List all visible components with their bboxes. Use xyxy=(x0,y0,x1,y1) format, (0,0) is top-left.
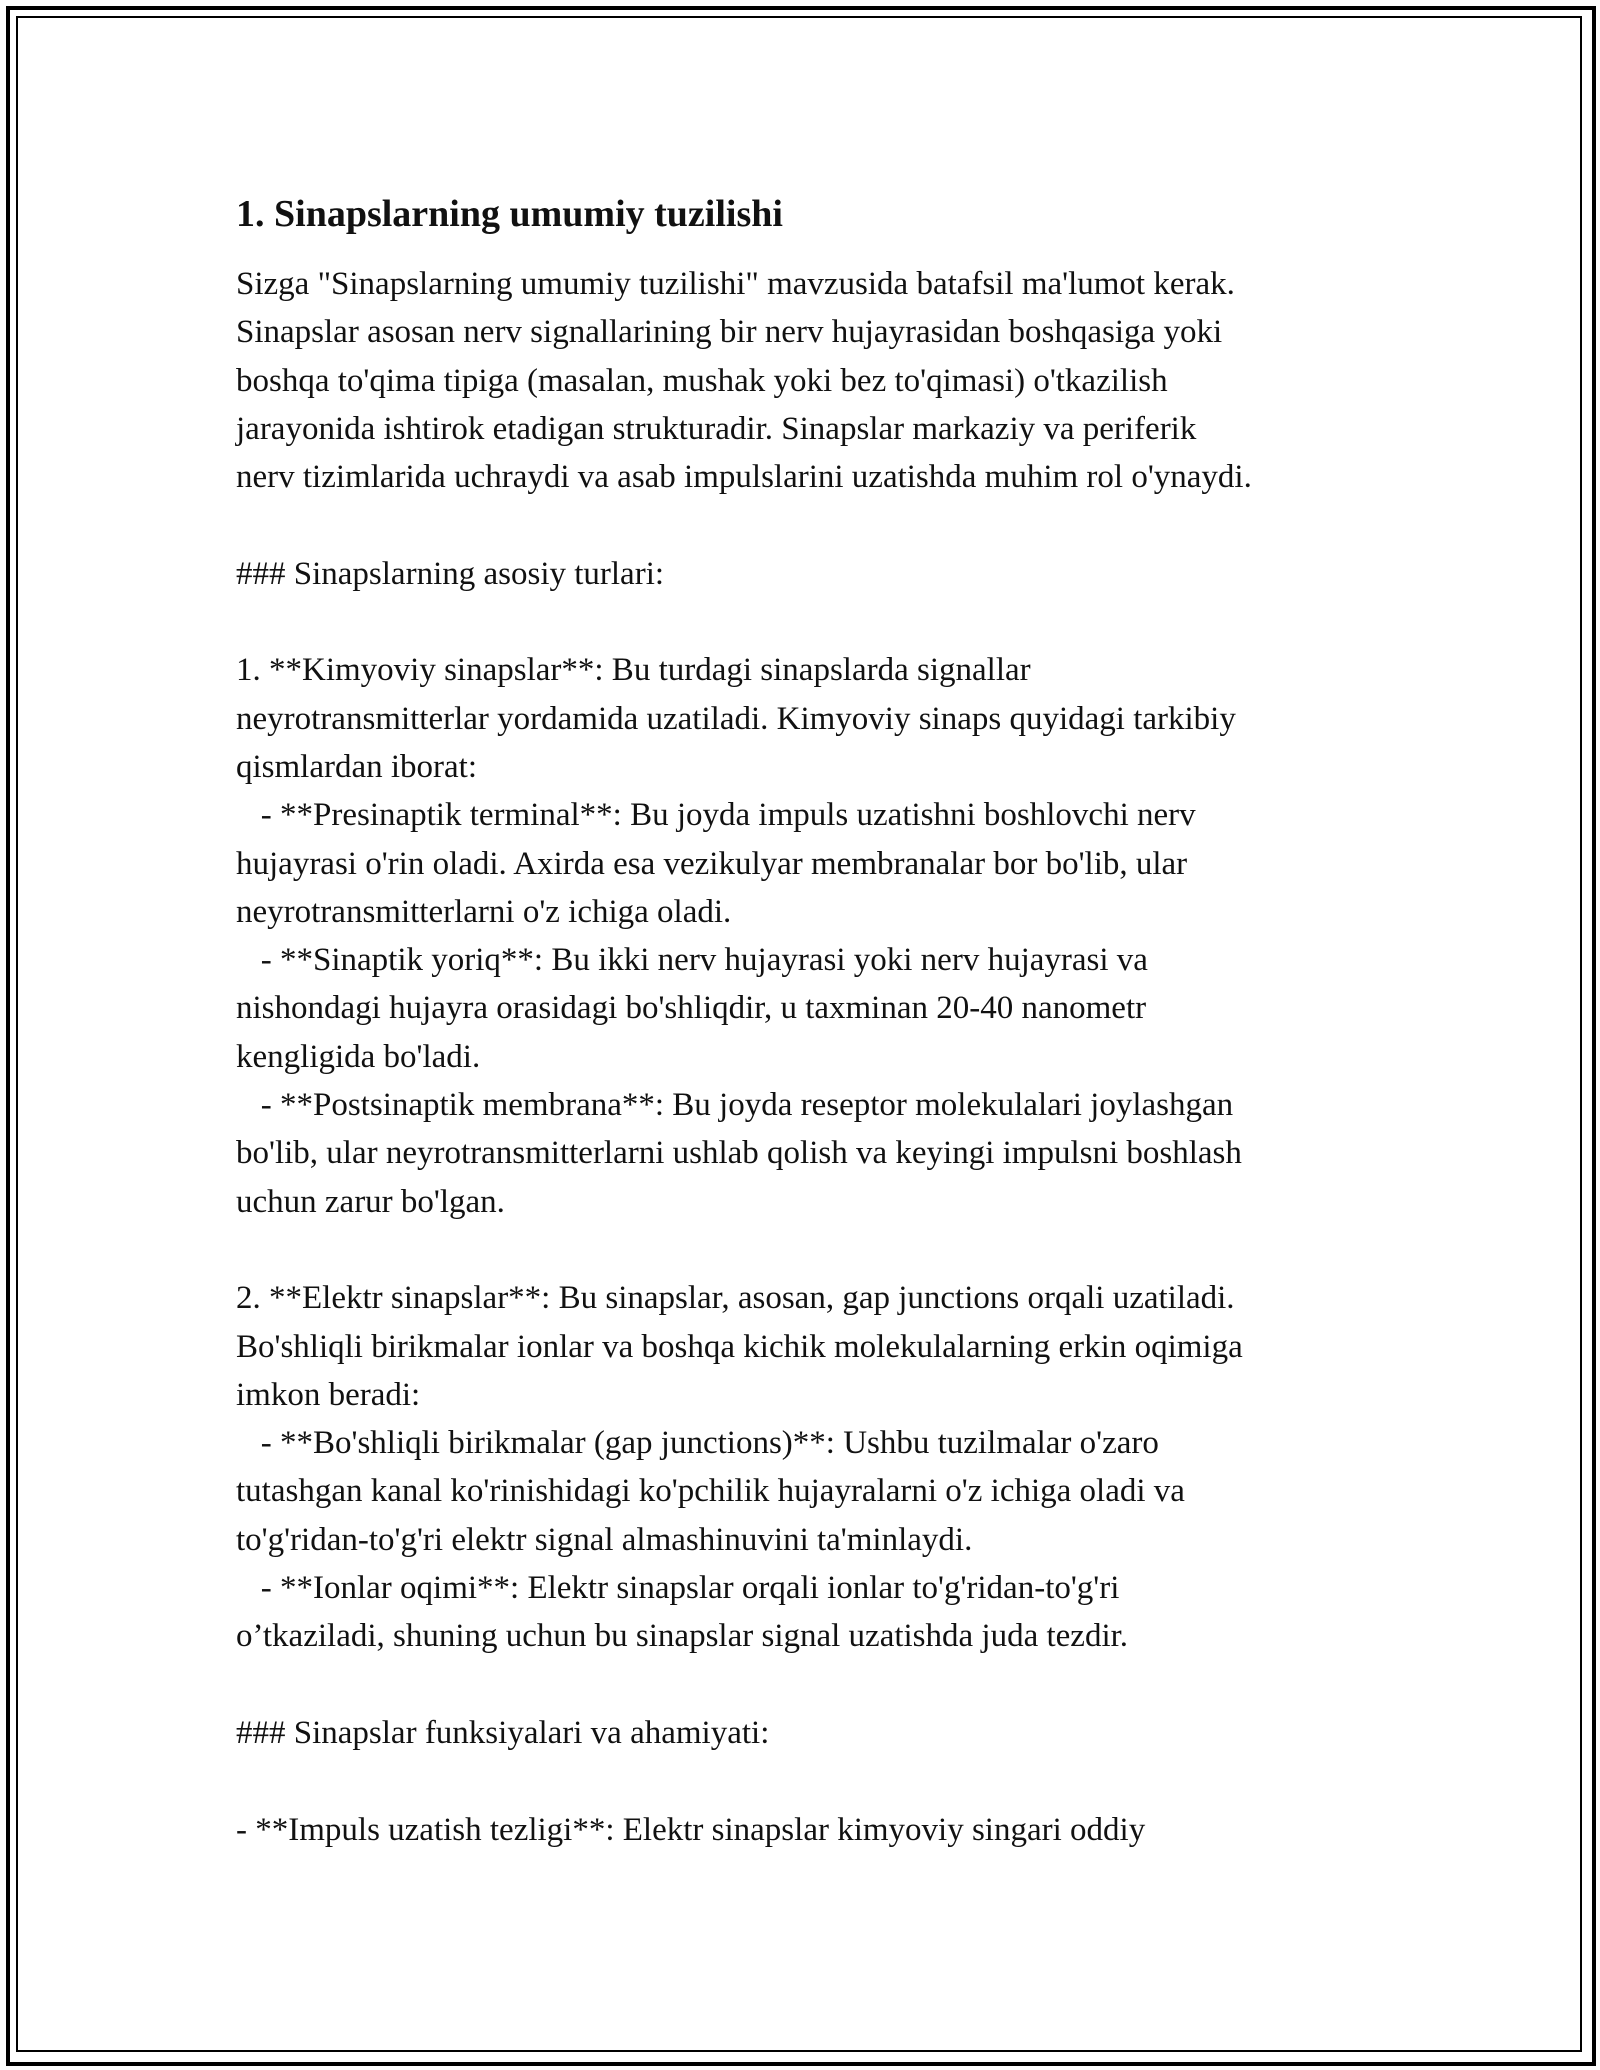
blank-line xyxy=(236,501,1406,549)
document-body xyxy=(236,188,1406,1854)
text-line: kengligida bo'ladi. xyxy=(236,1038,481,1075)
text-line: boshqa to'qima tipiga (masalan, mushak yoki bez to'qimasi) o'tkazilish xyxy=(236,362,1168,399)
text-line: ### Sinapslar funksiyalari va ahamiyati: xyxy=(236,1714,770,1751)
blank-line xyxy=(236,1226,1406,1274)
blank-line xyxy=(236,1661,1406,1709)
text-line: Sinapslar asosan nerv signallarining bir nerv hujayrasidan boshqasiga yoki xyxy=(236,314,1223,351)
text-line: o’tkaziladi, shuning uchun bu sinapslar signal uzatishda juda tezdir. xyxy=(236,1618,1129,1655)
text-line: hujayrasi o'rin oladi. Axirda esa vezikulyar membranalar bor bo'lib, ular xyxy=(236,845,1188,882)
text-line: jarayonida ishtirok etadigan strukturadir. Sinapslar markaziy va periferik xyxy=(236,410,1197,447)
text-block xyxy=(236,260,1406,1854)
text-line: - **Sinaptik yoriq**: Bu ikki nerv hujayrasi yoki nerv hujayrasi va xyxy=(236,942,1148,979)
text-line: neyrotransmitterlarni o'z ichiga oladi. xyxy=(236,893,732,930)
text-line: to'g'ridan-to'g'ri elektr signal almashinuvini ta'minlaydi. xyxy=(236,1521,973,1558)
text-line: imkon beradi: xyxy=(236,1376,421,1413)
text-line: uchun zarur bo'lgan. xyxy=(236,1183,505,1220)
text-line: nerv tizimlarida uchraydi va asab impulslarini uzatishda muhim rol o'ynaydi. xyxy=(236,459,1252,496)
blank-line xyxy=(236,598,1406,646)
text-line: - **Impuls uzatish tezligi**: Elektr sinapslar kimyoviy singari oddiy xyxy=(236,1811,1146,1848)
blank-line xyxy=(236,1757,1406,1805)
text-line: tutashgan kanal ko'rinishidagi ko'pchilik hujayralarni o'z ichiga oladi va xyxy=(236,1473,1185,1510)
text-line: 1. **Kimyoviy sinapslar**: Bu turdagi sinapslarda signallar xyxy=(236,652,1031,689)
text-line: neyrotransmitterlar yordamida uzatiladi. Kimyoviy sinaps quyidagi tarkibiy xyxy=(236,700,1236,737)
text-line: - **Postsinaptik membrana**: Bu joyda reseptor molekulalari joylashgan xyxy=(236,1087,1234,1124)
section-heading: 1. Sinapslarning umumiy tuzilishi xyxy=(236,193,783,235)
text-line: Bo'shliqli birikmalar ionlar va boshqa kichik molekulalarning erkin oqimiga xyxy=(236,1328,1243,1365)
text-line: qismlardan iborat: xyxy=(236,748,478,785)
text-line: - **Bo'shliqli birikmalar (gap junctions)**: Ushbu tuzilmalar o'zaro xyxy=(236,1425,1159,1462)
text-line: nishondagi hujayra orasidagi bo'shliqdir, u taxminan 20-40 nanometr xyxy=(236,990,1147,1027)
text-line: 2. **Elektr sinapslar**: Bu sinapslar, asosan, gap junctions orqali uzatiladi. xyxy=(236,1280,1235,1317)
text-line: - **Presinaptik terminal**: Bu joyda impuls uzatishni boshlovchi nerv xyxy=(236,797,1196,834)
text-line: bo'lib, ular neyrotransmitterlarni ushlab qolish va keyingi impulsni boshlash xyxy=(236,1135,1242,1172)
text-line: Sizga "Sinapslarning umumiy tuzilishi" mavzusida batafsil ma'lumot kerak. xyxy=(236,266,1235,302)
text-line: - **Ionlar oqimi**: Elektr sinapslar orqali ionlar to'g'ridan-to'g'ri xyxy=(236,1570,1120,1607)
text-line: ### Sinapslarning asosiy turlari: xyxy=(236,555,665,592)
